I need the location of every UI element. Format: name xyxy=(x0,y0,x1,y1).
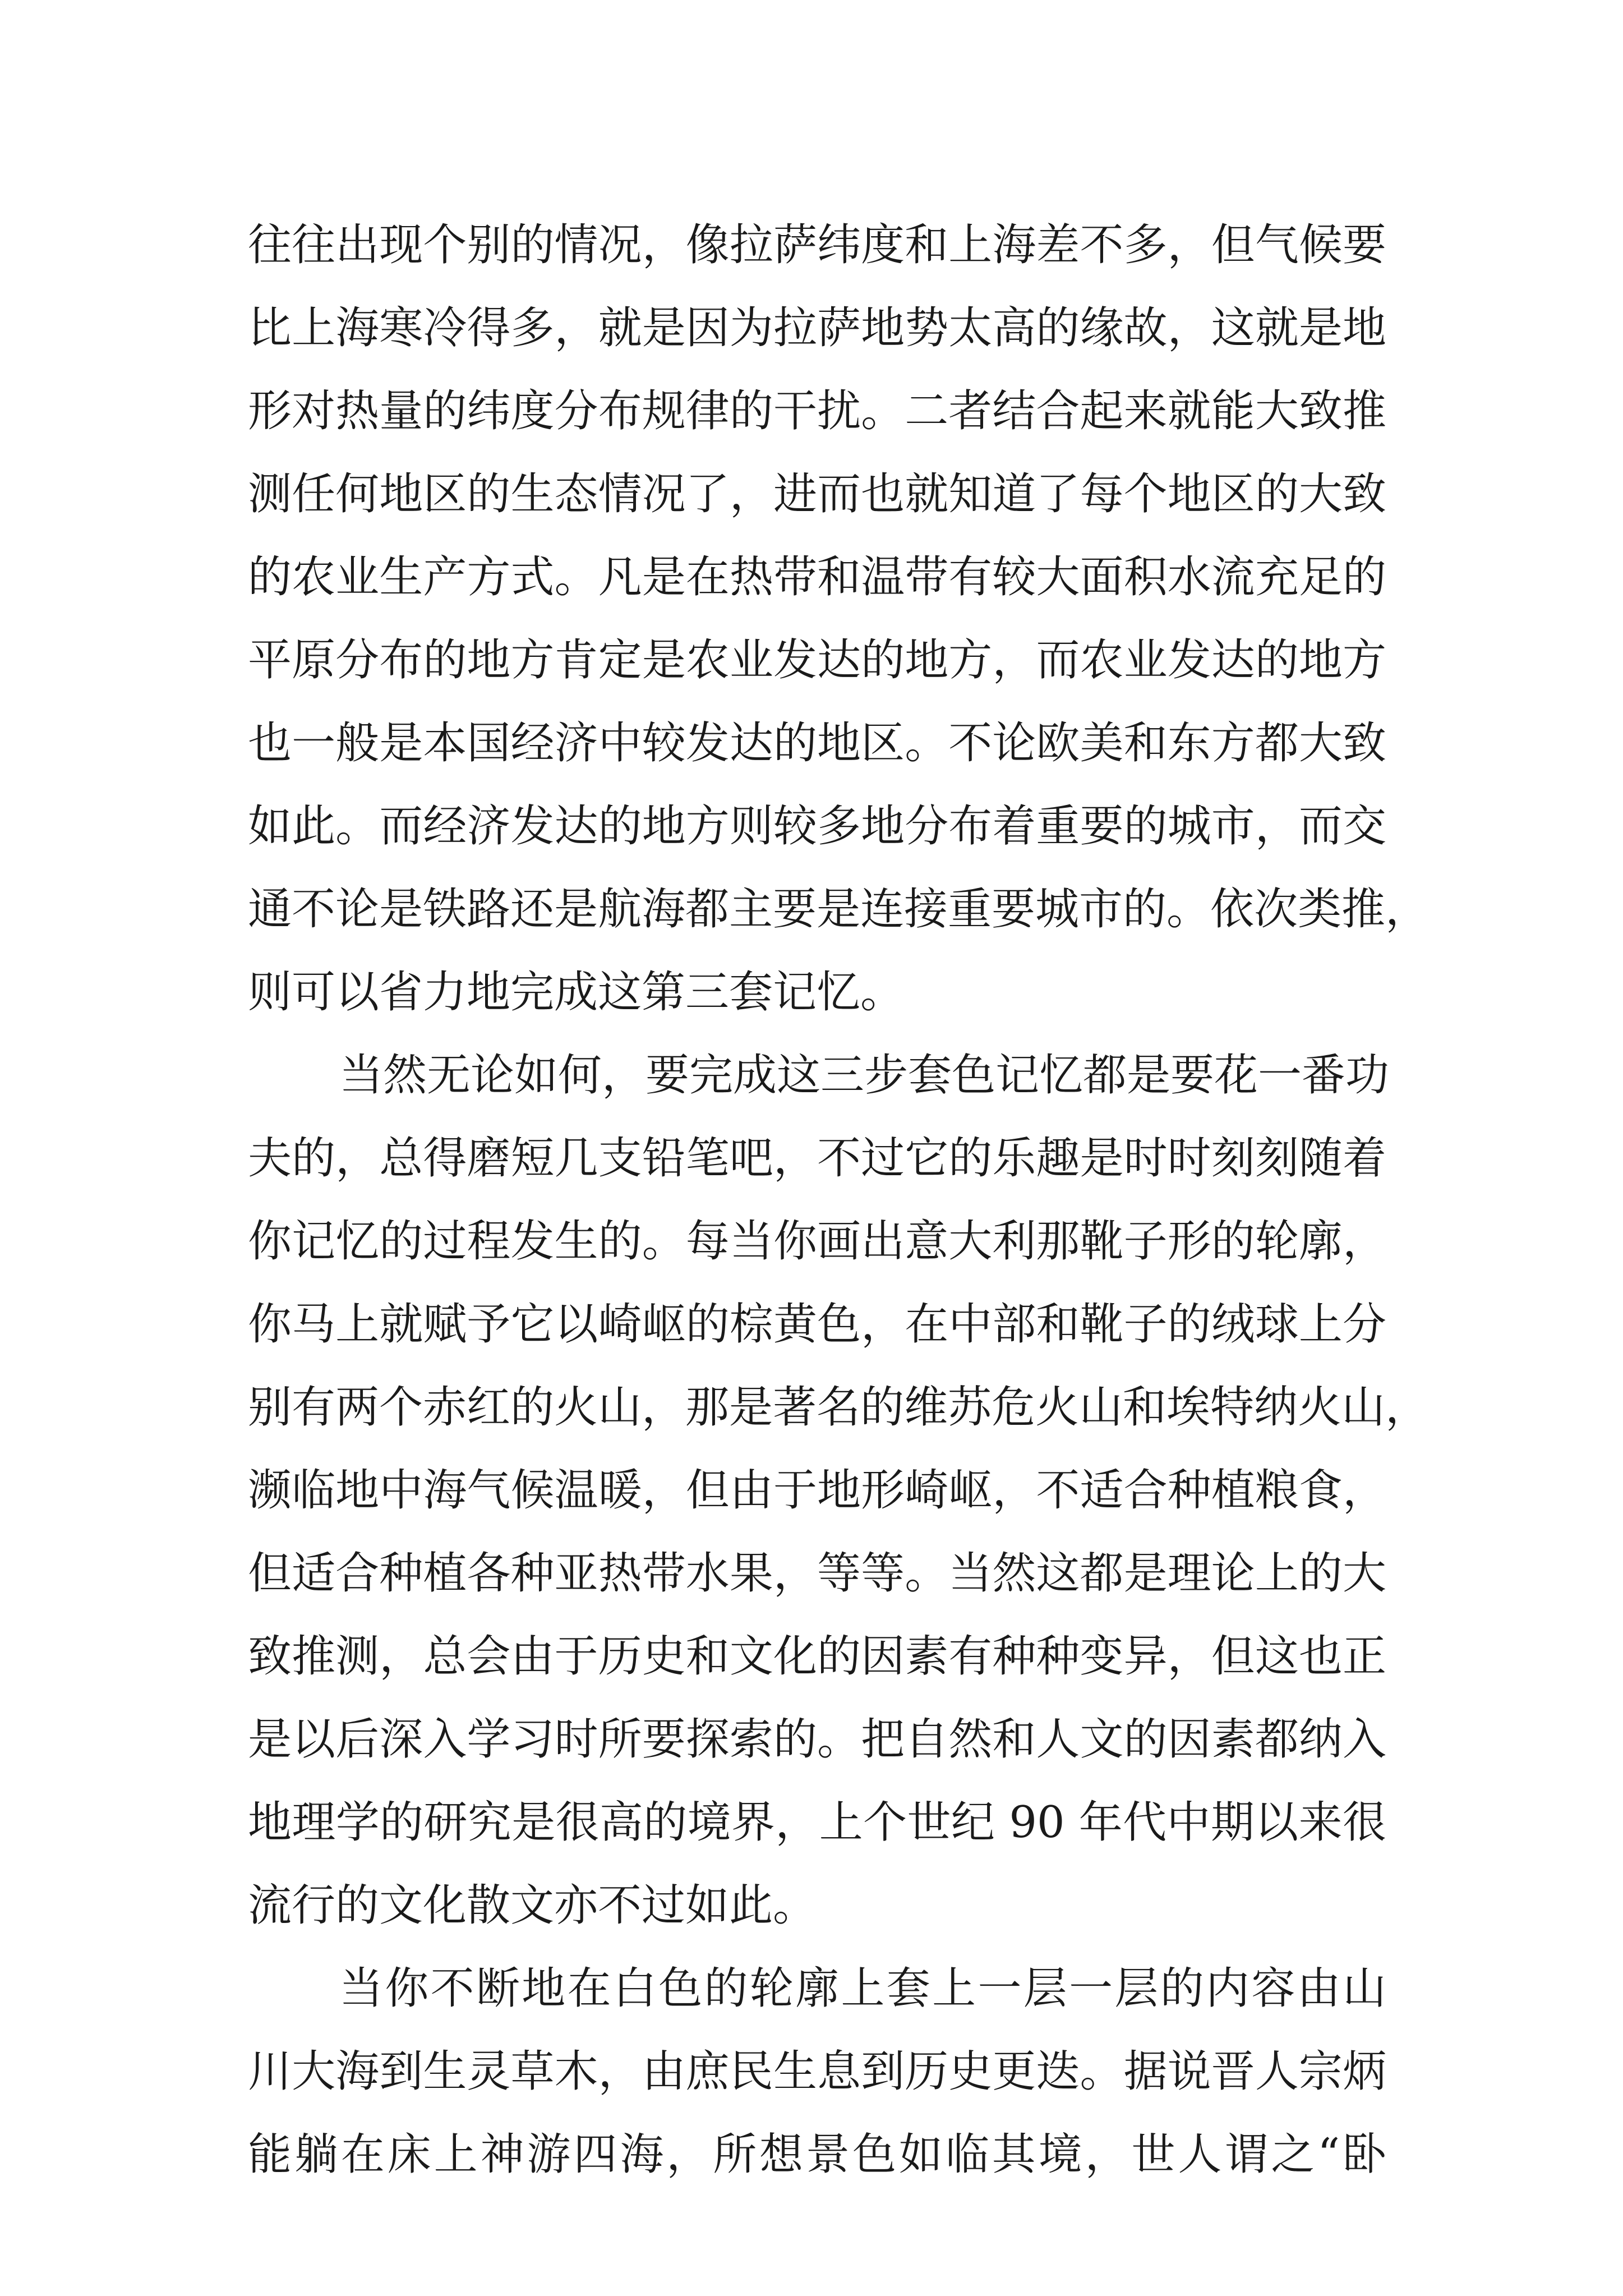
text-line: 往往出现个别的情况，像拉萨纬度和上海差不多，但气候要 xyxy=(248,220,1386,270)
text-line: 流行的文化散文亦不过如此。 xyxy=(248,1880,817,1931)
text-line: 夫的，总得磨短几支铅笔吧，不过它的乐趣是时时刻刻随着 xyxy=(248,1133,1386,1184)
text-line: 比上海寒冷得多，就是因为拉萨地势太高的缘故，这就是地 xyxy=(248,303,1386,353)
text-line: 如此。而经济发达的地方则较多地分布着重要的城市，而交 xyxy=(248,801,1386,852)
paragraph-first-line: 当你不断地在白色的轮廓上套上一层一层的内容由山 xyxy=(339,1963,1386,2014)
text-line: 你马上就赋予它以崎岖的棕黄色，在中部和靴子的绒球上分 xyxy=(248,1299,1386,1350)
text-line: 濒临地中海气候温暖，但由于地形崎岖，不适合种植粮食， xyxy=(248,1465,1386,1516)
text-line: 测任何地区的生态情况了，进而也就知道了每个地区的大致 xyxy=(248,469,1386,519)
text-line: 平原分布的地方肯定是农业发达的地方，而农业发达的地方 xyxy=(248,635,1386,685)
text-line: 能躺在床上神游四海，所想景色如临其境，世人谓之“卧 xyxy=(248,2129,1386,2180)
text-line: 地理学的研究是很高的境界，上个世纪 90 年代中期以来很 xyxy=(248,1797,1386,1848)
text-line: 川大海到生灵草木，由庶民生息到历史更迭。据说晋人宗炳 xyxy=(248,2046,1386,2097)
text-line: 形对热量的纬度分布规律的干扰。二者结合起来就能大致推 xyxy=(248,386,1386,436)
text-line: 通不论是铁路还是航海都主要是连接重要城市的。依次类推， xyxy=(248,884,1430,935)
text-line: 你记忆的过程发生的。每当你画出意大利那靴子形的轮廓， xyxy=(248,1216,1386,1267)
text-line: 也一般是本国经济中较发达的地区。不论欧美和东方都大致 xyxy=(248,718,1386,769)
text-line: 的农业生产方式。凡是在热带和温带有较大面积水流充足的 xyxy=(248,552,1386,602)
text-line: 则可以省力地完成这第三套记忆。 xyxy=(248,967,905,1018)
text-line: 别有两个赤红的火山，那是著名的维苏危火山和埃特纳火山， xyxy=(248,1382,1430,1433)
text-line: 是以后深入学习时所要探索的。把自然和人文的因素都纳入 xyxy=(248,1714,1386,1765)
paragraph-first-line: 当然无论如何，要完成这三步套色记忆都是要花一番功 xyxy=(339,1050,1390,1101)
body-text xyxy=(248,204,1430,2196)
text-line: 致推测，总会由于历史和文化的因素有种种变异，但这也正 xyxy=(248,1631,1386,1682)
text-line: 但适合种植各种亚热带水果，等等。当然这都是理论上的大 xyxy=(248,1548,1386,1599)
